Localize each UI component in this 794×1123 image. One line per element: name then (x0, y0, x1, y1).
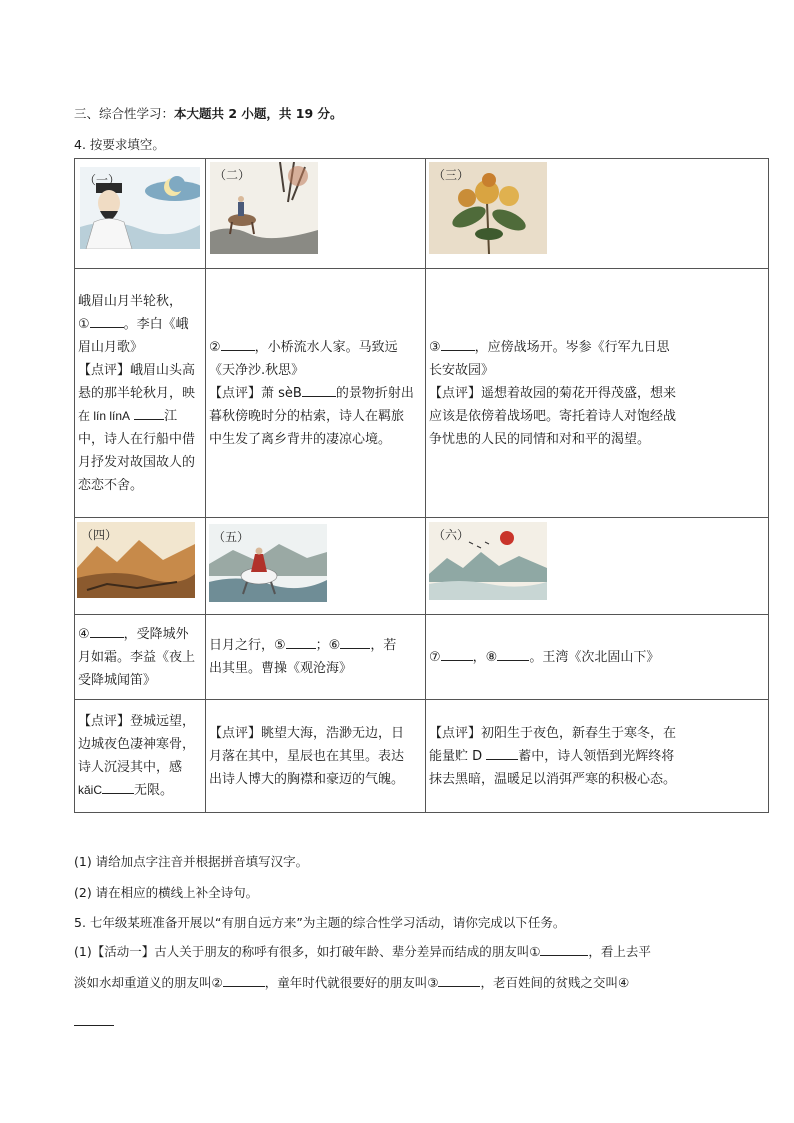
review-4-line-1: 【点评】登城远望， (78, 714, 196, 729)
review-2-pinyin: 【点评】萧 sèB (209, 385, 302, 401)
review-2-line-1-end: 的景物折射出 (335, 385, 414, 401)
poem-cell-5 (206, 615, 426, 700)
review-5-line-2: 月落在其中，星辰也在其里。表达 (209, 748, 405, 764)
blank-3[interactable] (441, 336, 475, 351)
review-1-line-1: 【点评】峨眉山头高 (78, 362, 196, 378)
review-2-line-3: 中生发了离乡背井的凄凉心境。 (209, 431, 392, 447)
review-6-line-1: 【点评】初阳生于夜色，新春生于寒冬，在 (429, 725, 677, 741)
activity-1-text-e: ，老百姓间的贫贱之交叫④ (480, 975, 630, 990)
review-4-line-4 (78, 779, 202, 802)
blank-xiaose[interactable] (302, 382, 336, 397)
section-score: 本大题共 2 小题，共 19 分。 (174, 106, 343, 121)
activity-1-line-2 (74, 971, 629, 995)
review-6-line-2-end: 蓄中，诗人领悟到光辉终将 (518, 748, 675, 764)
sunrise-river-illustration (429, 522, 547, 600)
image-label-3: （三） (433, 168, 470, 182)
image-cell-1 (75, 159, 206, 269)
poem-cell-2 (206, 269, 426, 518)
activity-1-line-1 (74, 940, 651, 964)
image-cell-2 (206, 159, 426, 269)
review-2-line-2: 暮秋傍晚时分的枯索，诗人在羁旅 (209, 408, 405, 424)
image-label-1: （一） (84, 173, 121, 187)
answer-blank-1[interactable] (540, 941, 588, 956)
blank-linlin[interactable] (134, 405, 164, 420)
review-1-line-2: 悬的那半轮秋月，映 (78, 385, 196, 401)
sub-question-2: (2) 请在相应的横线上补全诗句。 (74, 885, 259, 900)
blank-marker-1: ① (78, 316, 90, 332)
poem-6-line-1 (429, 646, 765, 669)
poem-6-source: 。王湾《次北固山下》 (529, 649, 660, 665)
review-cell-5 (206, 700, 426, 813)
review-3-line-2: 应该是依傍着战场吧。寄托着诗人对饱经战 (429, 408, 677, 424)
question-5-title: 5. 七年级某班准备开展以“有朋自远方来”为主题的综合性学习活动，请你完成以下任务。 (74, 915, 566, 930)
blank-5[interactable] (286, 634, 316, 649)
image-label-2: （二） (214, 168, 251, 182)
poem-4-line-1 (78, 623, 202, 646)
poem-3-line-2: 长安故园》 (429, 362, 495, 378)
poet-moon-illustration (80, 167, 200, 249)
question-4-title: 4. 按要求填空。 (74, 137, 165, 152)
review-4-line-3: 诗人沉浸其中，感 (78, 760, 183, 775)
review-1-line-4: 中，诗人在行船中借 (78, 431, 196, 447)
chrysanthemum-illustration (429, 162, 547, 254)
review-1-line-6: 恋恋不舍。 (78, 477, 144, 493)
image-label-6: （六） (433, 528, 470, 542)
activity-1-text-d: ，童年时代就很要好的朋友叫③ (264, 975, 439, 990)
image-cell-4 (75, 518, 206, 615)
poem-5-line-1-end: ，若 (370, 638, 397, 653)
blank-marker-2: ② (209, 339, 221, 355)
blank-marker-8: ，⑧ (472, 649, 498, 665)
poem-cell-3 (426, 269, 769, 518)
image-cell-3 (426, 159, 769, 269)
answer-blank-4[interactable] (74, 1010, 114, 1026)
poem-2-line-1-text: ，小桥流水人家。马致远 (254, 339, 398, 355)
review-cell-6 (426, 700, 769, 813)
image-cell-5 (206, 518, 426, 615)
blank-4[interactable] (90, 623, 124, 638)
poem-cell-4 (75, 615, 206, 700)
poem-cell-6 (426, 615, 769, 700)
review-1-line-3 (78, 405, 202, 428)
blank-zhu[interactable] (486, 745, 518, 760)
poem-5-line-1 (209, 634, 422, 657)
blank-1[interactable] (90, 313, 124, 328)
blank-2[interactable] (221, 336, 255, 351)
poem-2-line-2: 《天净沙.秋思》 (209, 362, 305, 378)
activity-1-text-b: ，看上去平 (588, 944, 651, 959)
review-1-line-3-end: 江 (164, 408, 178, 424)
cao-cao-horse-illustration (209, 524, 327, 602)
review-4-line-4-end: 无限。 (134, 783, 174, 798)
activity-1-line-3 (74, 1010, 114, 1026)
poem-1-line-3: 眉山月歌》 (78, 339, 144, 355)
blank-marker-4: ④ (78, 626, 90, 642)
answer-blank-3[interactable] (438, 972, 480, 987)
review-5-line-3: 出诗人博大的胸襟和豪迈的气魄。 (209, 771, 405, 787)
poem-1-line-2-text: 。李白《峨 (123, 316, 189, 332)
poem-5-line-2: 出其里。曹操《观沧海》 (209, 661, 353, 676)
review-6-pinyin: 能量贮 D (429, 748, 483, 764)
review-6-line-2 (429, 745, 765, 768)
poem-1-line-2 (78, 313, 202, 336)
blank-8[interactable] (497, 646, 529, 661)
review-3-line-3: 争忧患的人民的同情和对和平的渴望。 (429, 431, 651, 447)
poem-3-line-1 (429, 336, 765, 359)
review-5-line-1: 【点评】眺望大海，浩渺无边，日 (209, 725, 405, 741)
image-label-5: （五） (213, 530, 250, 544)
horse-rider-illustration (210, 162, 318, 254)
poem-4-line-3: 受降城闻笛》 (78, 672, 157, 688)
pinyin-kai: kǎiC (78, 783, 103, 797)
poem-cell-1 (75, 269, 206, 518)
blank-marker-3: ③ (429, 339, 441, 355)
section-prefix: 三、综合性学习： (74, 106, 175, 121)
review-cell-4 (75, 700, 206, 813)
poem-3-line-1-text: ，应傍战场开。岑参《行军九日思 (474, 339, 670, 355)
blank-marker-6: ；⑥ (315, 638, 341, 653)
image-label-4: （四） (81, 528, 118, 542)
blank-marker-7: ⑦ (429, 649, 441, 665)
activity-1-text-a: (1)【活动一】古人关于朋友的称呼有很多，如打破年龄、辈分差异而结成的朋友叫① (74, 944, 541, 959)
pinyin-linlin: 在 lín línA (78, 408, 131, 423)
poem-5-prefix: 日月之行，⑤ (209, 638, 286, 653)
review-3-line-1: 【点评】遥想着故园的菊花开得茂盛，想来 (429, 385, 677, 401)
blank-kai[interactable] (102, 779, 134, 794)
poem-2-line-1 (209, 336, 422, 359)
poem-4-line-1-text: ，受降城外 (123, 626, 189, 642)
poem-1-line-1: 峨眉山月半轮秋， (78, 293, 183, 309)
sub-question-1: (1) 请给加点字注音并根据拼音填写汉字。 (74, 854, 309, 869)
review-2-line-1 (209, 382, 422, 405)
activity-1-text-c: 淡如水却重道义的朋友叫② (74, 975, 223, 990)
section-heading (74, 104, 343, 122)
review-6-line-3: 抹去黑暗，温暖足以消弭严寒的积极心态。 (429, 771, 677, 787)
review-4-line-2: 边城夜色凄神寒骨， (78, 737, 196, 752)
answer-blank-2[interactable] (223, 972, 265, 987)
review-1-line-5: 月抒发对故国故人的 (78, 454, 196, 470)
poem-4-line-2: 月如霜。李益《夜上 (78, 649, 196, 665)
blank-7[interactable] (441, 646, 473, 661)
frontier-city-illustration (77, 522, 195, 598)
blank-6[interactable] (340, 634, 370, 649)
poem-table (74, 158, 769, 813)
image-cell-6 (426, 518, 769, 615)
